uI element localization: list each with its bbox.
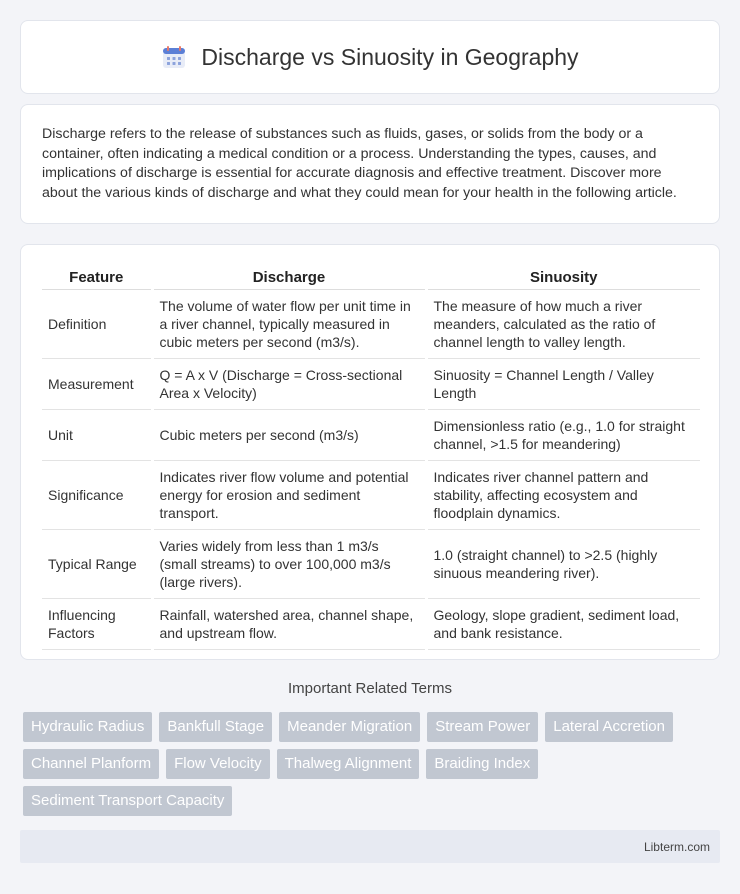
term-tag[interactable]: Bankfull Stage [159,712,272,742]
term-tag[interactable]: Stream Power [427,712,538,742]
header-feature: Feature [42,265,152,290]
intro-card [20,104,720,224]
row-sinuosity: Sinuosity = Channel Length / Valley Length [426,359,700,410]
row-sinuosity: Dimensionless ratio (e.g., 1.0 for straight channel, >1.5 for meandering) [426,410,700,461]
term-tag[interactable]: Lateral Accretion [545,712,673,742]
table-row [42,530,700,599]
row-feature: Significance [42,461,152,530]
row-sinuosity: 1.0 (straight channel) to >2.5 (highly sinuous meandering river). [426,530,700,599]
intro-text: Discharge refers to the release of substances such as fluids, gases, or solids from the body or a container, often indicating a medical condition or a process. Understanding the types, causes, and implications of discharge is essential for accurate diagnosis and effective treatment. Discover more about the various kinds of discharge and what they could mean for your health in the following article. [42,126,677,201]
table-header-row [42,265,700,290]
calendar-icon [161,44,187,70]
table-row [42,290,700,359]
term-tag[interactable]: Hydraulic Radius [23,712,152,742]
table-row [42,410,700,461]
term-tag[interactable]: Thalweg Alignment [277,749,420,779]
row-sinuosity: Indicates river channel pattern and stability, affecting ecosystem and floodplain dynamics. [426,461,700,530]
related-terms-list [23,712,723,823]
row-discharge: Indicates river flow volume and potential energy for erosion and sediment transport. [152,461,426,530]
table-row [42,461,700,530]
term-tag[interactable]: Channel Planform [23,749,159,779]
page-title: Discharge vs Sinuosity in Geography [201,43,579,70]
header-sinuosity: Sinuosity [426,265,700,290]
row-sinuosity: The measure of how much a river meanders, calculated as the ratio of channel length to valley length. [426,290,700,359]
row-feature: Influencing Factors [42,599,152,650]
row-discharge: Varies widely from less than 1 m3/s (small streams) to over 100,000 m3/s (large rivers). [152,530,426,599]
table-row [42,599,700,650]
table-row [42,359,700,410]
row-discharge: Rainfall, watershed area, channel shape, and upstream flow. [152,599,426,650]
row-feature: Unit [42,410,152,461]
header-discharge: Discharge [152,265,426,290]
row-feature: Typical Range [42,530,152,599]
row-discharge: Q = A x V (Discharge = Cross-sectional Area x Velocity) [152,359,426,410]
term-tag[interactable]: Meander Migration [279,712,420,742]
row-discharge: Cubic meters per second (m3/s) [152,410,426,461]
row-sinuosity: Geology, slope gradient, sediment load, and bank resistance. [426,599,700,650]
term-tag[interactable]: Braiding Index [426,749,538,779]
row-feature: Measurement [42,359,152,410]
row-discharge: The volume of water flow per unit time in a river channel, typically measured in cubic meters per second (m3/s). [152,290,426,359]
term-tag[interactable]: Flow Velocity [166,749,270,779]
footer [20,830,720,863]
footer-link[interactable]: Libterm.com [643,839,710,854]
related-terms-title: Important Related Terms [288,680,452,697]
comparison-table [42,265,700,650]
comparison-card [20,244,720,660]
row-feature: Definition [42,290,152,359]
term-tag[interactable]: Sediment Transport Capacity [23,786,232,816]
header-card [20,20,720,94]
